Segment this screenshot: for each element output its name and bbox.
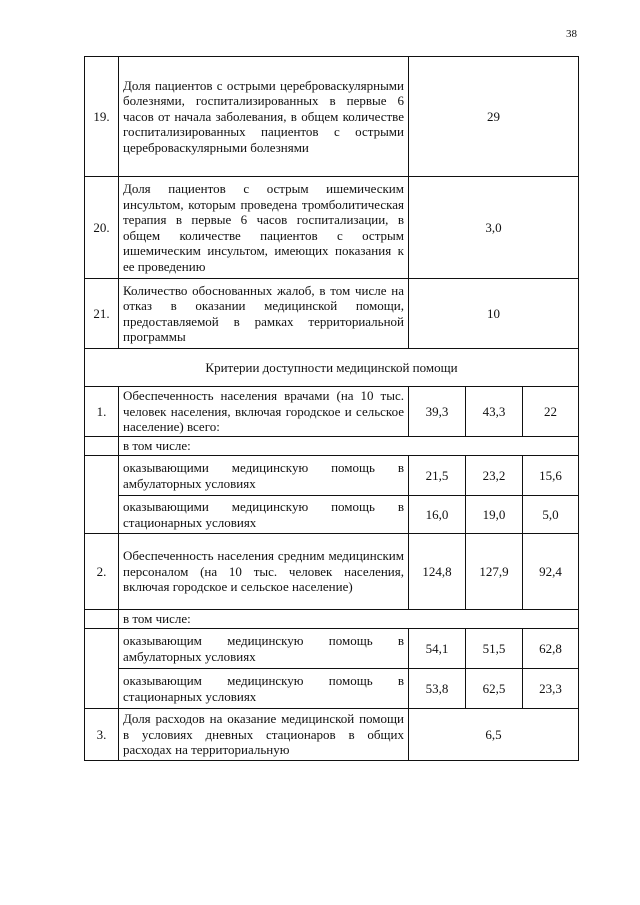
section-title: Критерии доступности медицинской помощи: [85, 349, 579, 387]
row-number: 3.: [85, 709, 119, 761]
row-value-2: 23,2: [466, 456, 523, 496]
row-description: оказывающими медицинскую помощь в амбулаторных условиях: [119, 456, 409, 496]
row-number: 2.: [85, 534, 119, 610]
row-description: Обеспеченность населения средним медицинским персоналом (на 10 тыс. человек населения, включая городское и сельское население): [119, 534, 409, 610]
row-description: оказывающим медицинскую помощь в амбулаторных условиях: [119, 629, 409, 669]
row-value-3: 22: [523, 387, 579, 437]
row-number: 20.: [85, 177, 119, 279]
row-value-2: 19,0: [466, 496, 523, 534]
page-number: 38: [566, 28, 577, 40]
row-value: 29: [409, 57, 579, 177]
row-number: 21.: [85, 279, 119, 349]
row-description: Количество обоснованных жалоб, в том числе на отказ в оказании медицинской помощи, предоставляемой в рамках территориальной программы: [119, 279, 409, 349]
row-value: 3,0: [409, 177, 579, 279]
table-row: [85, 279, 579, 349]
row-number: [85, 437, 119, 456]
row-description: оказывающим медицинскую помощь в стационарных условиях: [119, 669, 409, 709]
row-number: 19.: [85, 57, 119, 177]
table-row: [85, 610, 579, 629]
row-number: 1.: [85, 387, 119, 437]
row-value-3: 23,3: [523, 669, 579, 709]
table-row: [85, 57, 579, 177]
row-description: Обеспеченность населения врачами (на 10 тыс. человек населения, включая городское и сельское население) всего:: [119, 387, 409, 437]
row-value-3: 5,0: [523, 496, 579, 534]
indicators-table: [84, 56, 579, 761]
row-description: Доля расходов на оказание медицинской помощи в условиях дневных стационаров в общих расходах на территориальную: [119, 709, 409, 761]
row-value-1: 16,0: [409, 496, 466, 534]
sub-label: в том числе:: [119, 610, 579, 629]
table-row: [85, 437, 579, 456]
table-row: [85, 456, 579, 496]
row-number: [85, 610, 119, 629]
row-value-3: 62,8: [523, 629, 579, 669]
row-value-3: 15,6: [523, 456, 579, 496]
sub-label: в том числе:: [119, 437, 579, 456]
row-value-1: 39,3: [409, 387, 466, 437]
row-value-1: 53,8: [409, 669, 466, 709]
row-value: 10: [409, 279, 579, 349]
row-value-1: 54,1: [409, 629, 466, 669]
table-row: [85, 709, 579, 761]
row-value-3: 92,4: [523, 534, 579, 610]
row-value-2: 62,5: [466, 669, 523, 709]
row-value-1: 21,5: [409, 456, 466, 496]
row-description: оказывающими медицинскую помощь в стационарных условиях: [119, 496, 409, 534]
row-value-2: 127,9: [466, 534, 523, 610]
table-row: [85, 629, 579, 669]
table-row: [85, 177, 579, 279]
table-row: [85, 534, 579, 610]
table-row: [85, 496, 579, 534]
row-number: [85, 629, 119, 709]
row-description: Доля пациентов с острым ишемическим инсультом, которым проведена тромболитическая терапия в первые 6 часов госпитализации, в общем количестве пациентов с острым ишемическим инсультом, имеющих показания к ее проведению: [119, 177, 409, 279]
table-row: [85, 669, 579, 709]
row-value: 6,5: [409, 709, 579, 761]
table-row: [85, 387, 579, 437]
section-row: [85, 349, 579, 387]
row-number: [85, 456, 119, 534]
row-value-2: 43,3: [466, 387, 523, 437]
row-value-2: 51,5: [466, 629, 523, 669]
row-description: Доля пациентов с острыми цереброваскулярными болезнями, госпитализированных в первые 6 часов от начала заболевания, в общем количестве госпитализированных пациентов с острыми цереброваскулярными болезнями: [119, 57, 409, 177]
row-value-1: 124,8: [409, 534, 466, 610]
